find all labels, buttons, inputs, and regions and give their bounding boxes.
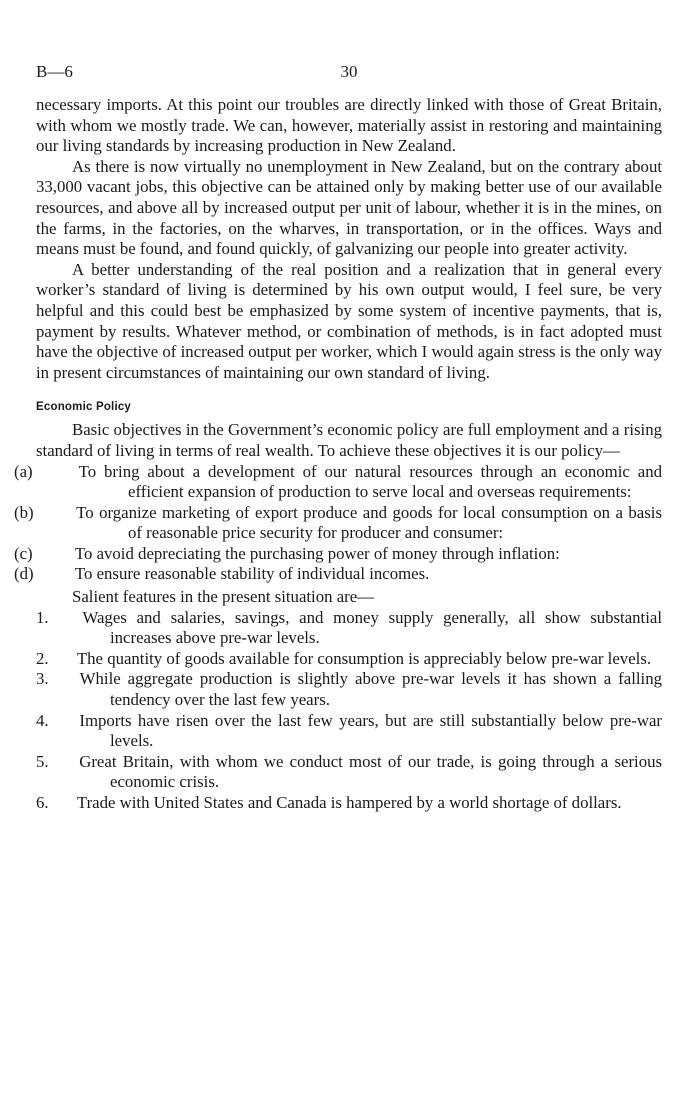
- page-number: 30: [340, 62, 358, 81]
- feature-text: The quantity of goods available for consumption is appreciably below pre-war levels.: [76, 648, 652, 668]
- policy-item: (c) To avoid depreciating the purchasing power of money through inflation:: [14, 543, 560, 563]
- feature-item: 5. Great Britain, with whom we conduct most of our trade, is going through a serious economic crisis.: [36, 751, 663, 792]
- policy-item: (d) To ensure reasonable stability of individual incomes.: [14, 564, 430, 584]
- paragraph-unemployment: As there is now virtually no unemployment in New Zealand, but on the contrary about 33,000 vacant jobs, this objective can be attained only by making better use of our available resources, and above all by increased output per unit of labour, whether it is in the mines, on the farms, in the factories, on the wharves, in transportation, or in the offices. Ways and means must be found, and found quickly, of galvanizing our people into greater activity.: [36, 156, 662, 259]
- page-header: [36, 62, 662, 84]
- paragraph-continuation: necessary imports. At this point our troubles are directly linked with those of Great Britain, with whom we mostly trade. We can, however, materially assist in restoring and maintaining our living standards by increasing production in New Zealand.: [36, 95, 662, 156]
- paragraph-incentive-payments: A better understanding of the real position and a realization that in general every worker’s standard of living is determined by his own output would, I feel sure, be very helpful and this could best be emphasized by some system of incentive payments, that is, payment by results. Whatever method, or combination of methods, is in fact adopted must have the objective of increased output per worker, which I would again stress is the only way in present circumstances of maintaining our own standard of living.: [36, 259, 662, 382]
- feature-item: 6. Trade with United States and Canada is hampered by a world shortage of dollars.: [36, 793, 622, 812]
- feature-text: Great Britain, with whom we conduct most of our trade, is going through a serious economic crisis.: [79, 751, 663, 792]
- policy-text: To bring about a development of our natural resources through an economic and efficient expansion of production to serve local and overseas requirements:: [78, 461, 662, 502]
- feature-item: 1. Wages and salaries, savings, and money supply generally, all show substantial increases above pre-war levels.: [36, 607, 662, 648]
- policy-item: (b) To organize marketing of export produce and goods for local consumption on a basis of reasonable price security for producer and consumer:: [14, 502, 662, 543]
- features-list: [36, 608, 662, 814]
- policy-intro: Basic objectives in the Government’s economic policy are full employment and a rising standard of living in terms of real wealth. To achieve these objectives it is our policy—: [36, 420, 662, 460]
- feature-item: 2. The quantity of goods available for consumption is appreciably below pre-war levels.: [36, 648, 652, 668]
- feature-item: 4. Imports have risen over the last few years, but are still substantially below pre-war levels.: [36, 710, 662, 751]
- policy-text: To organize marketing of export produce and goods for local consumption on a basis of reasonable price security for producer and consumer:: [76, 502, 662, 543]
- document-body: [14, 95, 663, 814]
- feature-text: Imports have risen over the last few years, but are still substantially below pre-war levels.: [79, 710, 662, 751]
- section-code: B—6: [36, 62, 73, 81]
- feature-item: 3. While aggregate production is slightly above pre-war levels it has shown a falling tendency over the last few years.: [36, 669, 662, 710]
- policy-item: (a) To bring about a development of our natural resources through an economic and efficient expansion of production to serve local and overseas requirements:: [14, 461, 662, 502]
- section-heading: Economic Policy: [36, 401, 132, 414]
- feature-text: Trade with United States and Canada is hampered by a world shortage of dollars.: [76, 793, 622, 812]
- policy-text: To avoid depreciating the purchasing power of money through inflation:: [74, 543, 560, 563]
- salient-intro: Salient features in the present situation are—: [72, 587, 374, 607]
- policy-list: [14, 461, 662, 586]
- policy-text: To ensure reasonable stability of individual incomes.: [74, 564, 430, 584]
- feature-text: Wages and salaries, savings, and money supply generally, all show substantial increases above pre-war levels.: [82, 607, 662, 648]
- feature-text: While aggregate production is slightly above pre-war levels it has shown a falling tendency over the last few years.: [79, 669, 662, 710]
